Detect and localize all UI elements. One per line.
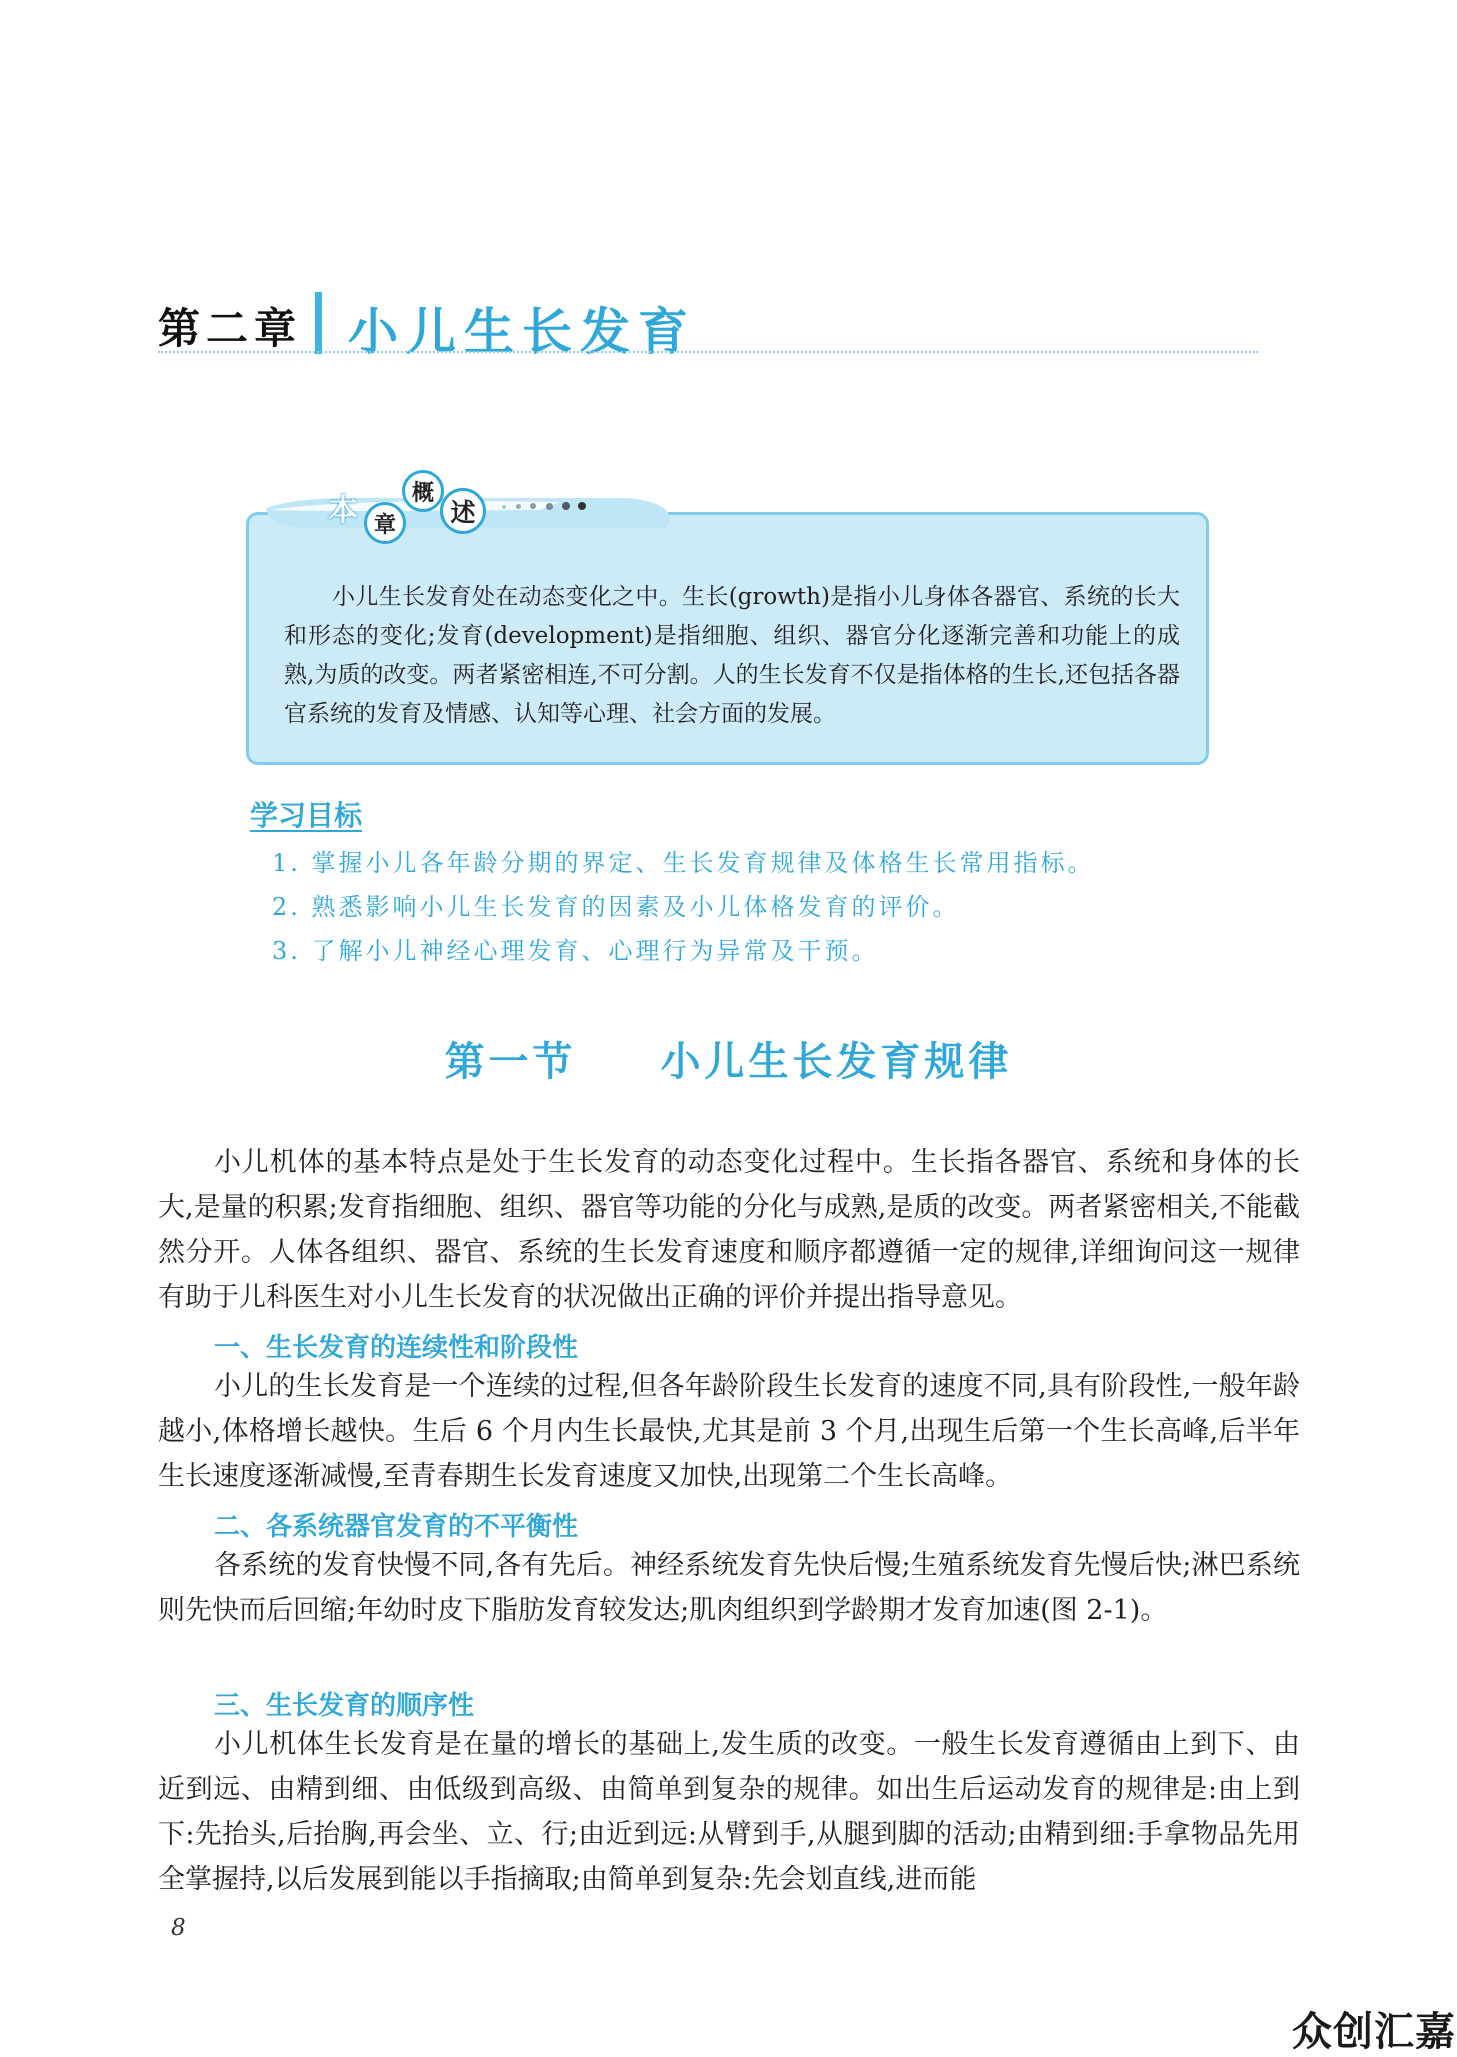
objective-item: 1. 掌握小儿各年龄分期的界定、生长发育规律及体格生长常用指标。: [272, 849, 1095, 877]
decor-dot-icon: [578, 502, 586, 510]
objective-item: 3. 了解小儿神经心理发育、心理行为异常及干预。: [272, 937, 879, 965]
chapter-title: 小儿生长发育: [348, 303, 696, 361]
objectives-heading: 学习目标: [250, 799, 363, 832]
page-number: 8: [171, 1915, 186, 1941]
chapter-overview-label: [260, 470, 680, 540]
subsection-paragraph: 各系统的发育快慢不同,各有先后。神经系统发育先快后慢;生殖系统发育先慢后快;淋巴系统则先快而后回缩;年幼时皮下脂肪发育较发达;肌肉组织到学龄期才发育加速(图 2-1)。: [158, 1550, 1300, 1626]
overview-char-3: 概: [402, 470, 444, 512]
subsection-paragraph: 小儿的生长发育是一个连续的过程,但各年龄阶段生长发育的速度不同,具有阶段性,一般年龄越小,体格增长越快。生后 6 个月内生长最快,尤其是前 3 个月,出现生后第一个生长高峰,后半年生长速度逐渐减慢,至青春期生长发育速度又加快,出现第二个生长高峰。: [158, 1371, 1300, 1492]
decor-dot-icon: [502, 505, 506, 509]
overview-char-1: 本: [328, 493, 358, 528]
overview-char-4: 述: [440, 488, 486, 534]
section-number: 第一节: [444, 1039, 577, 1085]
decor-dot-icon: [516, 504, 521, 509]
overview-char-2: 章: [364, 502, 406, 544]
chapter-overview-text: 小儿生长发育处在动态变化之中。生长(growth)是指小儿身体各器官、系统的长大和形态的变化;发育(development)是指细胞、组织、器官分化逐渐完善和功能上的成熟,为质的改变。两者紧密相连,不可分割。人的生长发育不仅是指体格的生长,还包括各器官系统的发育及情感、认知等心理、社会方面的发展。: [284, 584, 1180, 727]
decor-dot-icon: [546, 503, 553, 510]
subsection-paragraph: 小儿机体生长发育是在量的增长的基础上,发生质的改变。一般生长发育遵循由上到下、由近到远、由精到细、由低级到高级、由简单到复杂的规律。如出生后运动发育的规律是:由上到下:先抬头,后抬胸,再会坐、立、行;由近到远:从臂到手,从腿到脚的活动;由精到细:手拿物品先用全掌握持,以后发展到能以手指摘取;由简单到复杂:先会划直线,进而能: [158, 1729, 1300, 1895]
subsection-heading: 一、生长发育的连续性和阶段性: [214, 1333, 579, 1363]
chapter-divider-bar: [315, 292, 322, 354]
chapter-number: 第二章: [158, 304, 303, 353]
subsection-heading: 二、各系统器官发育的不平衡性: [214, 1512, 579, 1542]
subsection-heading: 三、生长发育的顺序性: [214, 1691, 475, 1721]
section-title: [0, 1030, 1457, 1087]
chapter-dotted-rule: [158, 351, 1258, 353]
intro-paragraph: 小儿机体的基本特点是处于生长发育的动态变化过程中。生长指各器官、系统和身体的长大,是量的积累;发育指细胞、组织、器官等功能的分化与成熟,是质的改变。两者紧密相关,不能截然分开。人体各组织、器官、系统的生长发育速度和顺序都遵循一定的规律,详细询问这一规律有助于儿科医生对小儿生长发育的状况做出正确的评价并提出指导意见。: [158, 1147, 1300, 1313]
objective-item: 2. 熟悉影响小儿生长发育的因素及小儿体格发育的评价。: [272, 893, 960, 921]
decor-dot-icon: [530, 503, 536, 509]
section-name: 小儿生长发育规律: [660, 1039, 1013, 1085]
watermark-logo: 众创汇嘉: [1292, 2009, 1456, 2055]
decor-dot-icon: [562, 502, 570, 510]
